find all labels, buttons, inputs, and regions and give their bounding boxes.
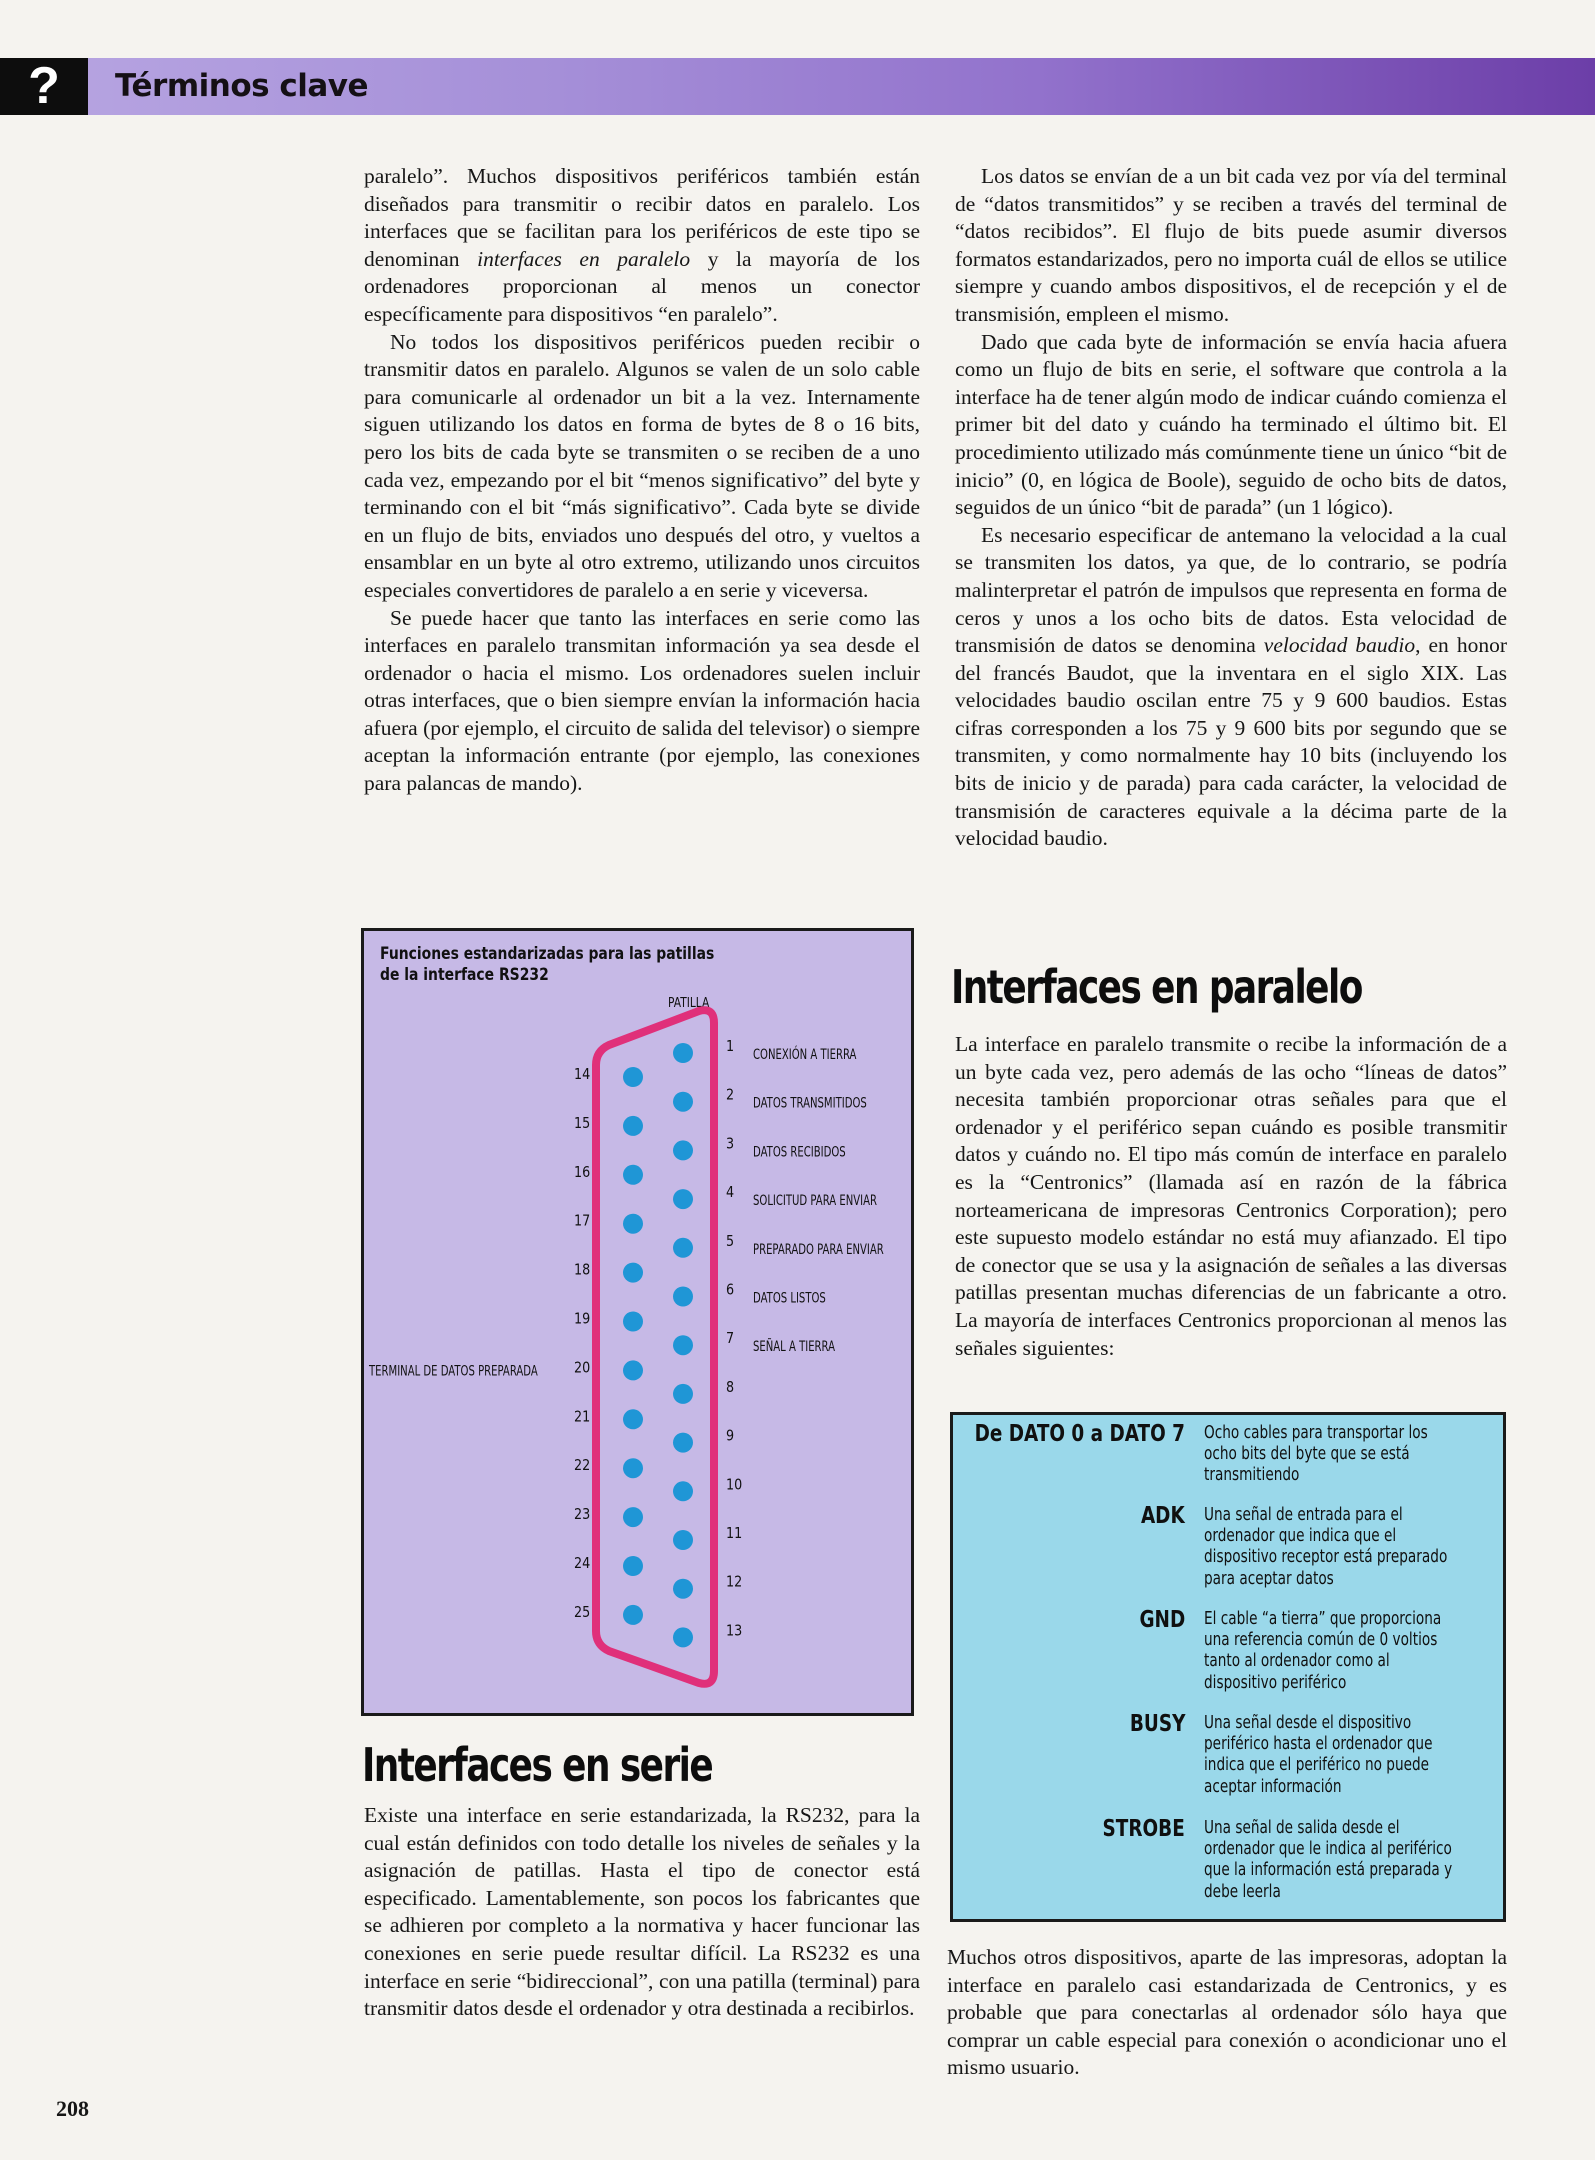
pin-number: 8 (726, 1378, 735, 1397)
pin-16 (623, 1165, 643, 1185)
section-heading-serial: Interfaces en serie (362, 1738, 713, 1792)
right-column-text (955, 163, 1507, 853)
pin-number: 6 (726, 1281, 735, 1299)
pin-15 (623, 1116, 643, 1136)
pin-19 (623, 1312, 643, 1332)
paragraph: Se puede hacer que tanto las interfaces en serie como las interfaces en paralelo transmitan información ya sea desde el ordenador o hacia el mismo. Los ordenadores suelen incluir otras interfaces, que o bien siempre envían la información hacia afuera (por ejemplo, el circuito de salida del televisor) o siempre aceptan la información entrante (por ejemplo, las conexiones para palancas de mando). (364, 605, 920, 796)
pin-label-3: DATOS RECIBIDOS (753, 1143, 846, 1160)
signal-description: Ocho cables para transportar los ocho bits del byte que se está transmitiendo (1204, 1423, 1428, 1486)
pin-9 (673, 1433, 693, 1453)
signal-description: Una señal de salida desde el ordenador que le indica al periférico que la información está preparada y debe leerla (1204, 1818, 1453, 1902)
signal-name: De DATO 0 a DATO 7 (974, 1421, 1185, 1447)
patilla-label: PATILLA (668, 994, 710, 1011)
question-mark-icon: ? (0, 58, 88, 115)
pin-8 (673, 1384, 693, 1404)
paragraph: Los datos se envían de a un bit cada vez por vía del terminal de “datos transmitidos” y se reciben a través del terminal de “datos recibidos”. El flujo de bits puede asumir diversos formatos estandarizados, pero no importa cuál de ellos se utilice siempre y cuando ambos dispositivos, el de recepción y el de transmisión, empleen el mismo. (955, 164, 1507, 326)
signal-name: ADK (1141, 1503, 1185, 1529)
pin-12 (673, 1579, 693, 1599)
pin-number: 16 (574, 1163, 591, 1182)
diagram-title-line-2: de la interface RS232 (380, 964, 549, 985)
pin-13 (673, 1627, 693, 1647)
pin-14 (623, 1067, 643, 1087)
pin-24 (623, 1556, 643, 1576)
signal-name: BUSY (1129, 1711, 1185, 1737)
paragraph: No todos los dispositivos periféricos pueden recibir o transmitir datos en paralelo. Algunos se valen de un solo cable para comunicarle al ordenador un bit a la vez. Internamente siguen utilizando los datos en forma de bytes de 8 o 16 bits, pero los bits de cada byte se transmiten o se reciben de a uno cada vez, empezando por el bit “menos significativo” del byte y terminando con el bit “más significativo”. Cada byte se divide en un flujo de bits, enviados uno después del otro, y vueltos a ensamblar en un byte al otro extremo, utilizando unos circuitos especiales convertidores de paralelo a en serie y viceversa. (364, 329, 920, 602)
paragraph: paralelo”. Muchos dispositivos periféricos también están diseñados para transmitir o recibir datos en paralelo. Los interfaces que se facilitan para los periféricos de este tipo se denominan interfaces en paralelo y la mayoría de los ordenadores proporcionan al menos un conector específicamente para dispositivos “en paralelo”. (364, 164, 920, 326)
signal-description: El cable “a tierra” que proporciona una referencia común de 0 voltios tanto al ordenador como al dispositivo periférico (1204, 1609, 1442, 1693)
rs232-connector-drawing (364, 931, 911, 1713)
pin-11 (673, 1530, 693, 1550)
pin-17 (623, 1214, 643, 1234)
pin-10 (673, 1481, 693, 1501)
page-number: 208 (56, 2096, 89, 2121)
diagram-title-line-1: Funciones estandarizadas para las patillas (380, 943, 715, 964)
pin-number: 17 (574, 1212, 591, 1231)
pin-number: 21 (574, 1408, 591, 1426)
pin-label-4: SOLICITUD PARA ENVIAR (753, 1192, 878, 1209)
signal-description: Una señal de entrada para el ordenador que indica que el dispositivo receptor está preparado para aceptar datos (1204, 1505, 1448, 1589)
pin-number: 2 (726, 1086, 735, 1105)
pin-number: 11 (726, 1525, 743, 1543)
pin-number: 9 (726, 1427, 735, 1445)
pin-number: 14 (574, 1066, 591, 1084)
pin-2 (673, 1092, 693, 1112)
pin-21 (623, 1409, 643, 1429)
centronics-signals-table (950, 1412, 1506, 1922)
paragraph: Dado que cada byte de información se envía hacia afuera como un flujo de bits en serie, el software que controla a la interface ha de tener algún modo de indicar cuándo comienza el primer bit del dato y cuándo ha terminado el último bit. El procedimiento utilizado más comúnmente tiene un único “bit de inicio” (0, en lógica de Boole), seguido de ocho bits de datos, seguidos de un único “bit de parada” (un 1 lógico). (955, 329, 1507, 520)
signal-name: GND (1139, 1607, 1185, 1633)
italic-term: interfaces en paralelo (477, 246, 691, 271)
pin-label-20: TERMINAL DE DATOS PREPARADA (369, 1362, 538, 1379)
pin-22 (623, 1458, 643, 1478)
pin-number: 19 (574, 1310, 591, 1328)
serial-section-text (364, 1802, 920, 2023)
section-heading-parallel: Interfaces en paralelo (951, 960, 1362, 1014)
pin-number: 15 (574, 1114, 591, 1133)
pin-number: 12 (726, 1573, 743, 1592)
connector-outline (596, 1010, 714, 1684)
pin-number: 5 (726, 1232, 735, 1251)
closing-text (947, 1944, 1507, 2082)
pin-label-6: DATOS LISTOS (753, 1289, 826, 1306)
paragraph: La interface en paralelo transmite o recibe la información de a un byte cada vez, pero además de las ocho “líneas de datos” necesita también proporcionar otras señales para que el ordenador y el periférico sepan cuándo es posible transmitir datos y cuándo no. El tipo más común de interface en paralelo es la “Centronics” (llamada así en razón de la fábrica norteamericana de impresoras Centronics Corporation); pero este supuesto modelo estándar no está muy afianzado. El tipo de conector que se usa y la asignación de señales a las diversas patillas presentan muchas diferencias de un fabricante a otro. La mayoría de interfaces Centronics proporcionan al menos las señales siguientes: (955, 1032, 1507, 1360)
pin-label-5: PREPARADO PARA ENVIAR (753, 1241, 884, 1258)
pin-number: 1 (726, 1038, 735, 1056)
pin-label-7: SEÑAL A TIERRA (753, 1338, 836, 1355)
pin-18 (623, 1263, 643, 1283)
pin-label-2: DATOS TRANSMITIDOS (753, 1095, 867, 1112)
paragraph: Es necesario especificar de antemano la velocidad a la cual se transmiten los datos, ya que, de lo contrario, se podría malinterpretar el patrón de impulsos que representa en forma de ceros y unos a los ocho bits de datos. Esta velocidad de transmisión de datos se denomina velocidad baudio, en honor del francés Baudot, que la inventara en el siglo XIX. Las velocidades baudio oscilan entre 75 y 9 600 baudios. Estas cifras corresponden a los 75 y 9 600 bits por segundo que se transmiten, y como normalmente hay 10 bits (incluyendo los bits de inicio y de parada) para cada carácter, la velocidad de transmisión de caracteres equivale a la décima parte de la velocidad baudio. (955, 522, 1507, 851)
left-column-text (364, 163, 920, 798)
pin-4 (673, 1189, 693, 1209)
pin-5 (673, 1238, 693, 1258)
pin-number: 10 (726, 1476, 743, 1494)
pin-23 (623, 1507, 643, 1527)
parallel-section-text (955, 1031, 1507, 1362)
pin-number: 20 (574, 1359, 591, 1377)
pin-number: 13 (726, 1622, 743, 1640)
pin-6 (673, 1287, 693, 1307)
pin-number: 22 (574, 1457, 591, 1475)
pin-number: 25 (574, 1603, 591, 1622)
pin-25 (623, 1605, 643, 1625)
pin-number: 7 (726, 1330, 735, 1348)
pin-number: 23 (574, 1506, 591, 1524)
paragraph: Muchos otros dispositivos, aparte de las impresoras, adoptan la interface en paralelo casi estandarizada de Centronics, y es probable que para conectarlas al ordenador sólo haya que comprar un cable especial para conexión o acondicionar uno el mismo usuario. (947, 1945, 1507, 2080)
pin-3 (673, 1140, 693, 1160)
pin-number: 3 (726, 1135, 735, 1153)
signal-name: STROBE (1102, 1816, 1185, 1842)
pin-number: 4 (726, 1184, 735, 1202)
rs232-pin-diagram (361, 928, 914, 1716)
paragraph: Existe una interface en serie estandarizada, la RS232, para la cual están definidos con todo detalle los niveles de señales y la asignación de patillas. Hasta el tipo de conector está especificado. Lamentablemente, son pocos los fabricantes que se adhieren por completo a la normativa y hacer funcionar las conexiones en serie puede resultar difícil. La RS232 es una interface en serie “bidireccional”, con una patilla (terminal) para transmitir datos desde el ordenador y otra destinada a recibirlos. (364, 1803, 920, 2021)
pin-number: 24 (574, 1555, 591, 1573)
pin-label-1: CONEXIÓN A TIERRA (753, 1046, 857, 1063)
pin-number: 18 (574, 1261, 591, 1279)
header-title: Términos clave (115, 68, 369, 104)
pin-7 (673, 1335, 693, 1355)
italic-term: velocidad baudio (1263, 633, 1416, 658)
signal-description: Una señal desde el dispositivo periférico hasta el ordenador que indica que el periférico no puede aceptar información (1204, 1713, 1433, 1797)
pin-1 (673, 1043, 693, 1063)
pin-20 (623, 1360, 643, 1380)
